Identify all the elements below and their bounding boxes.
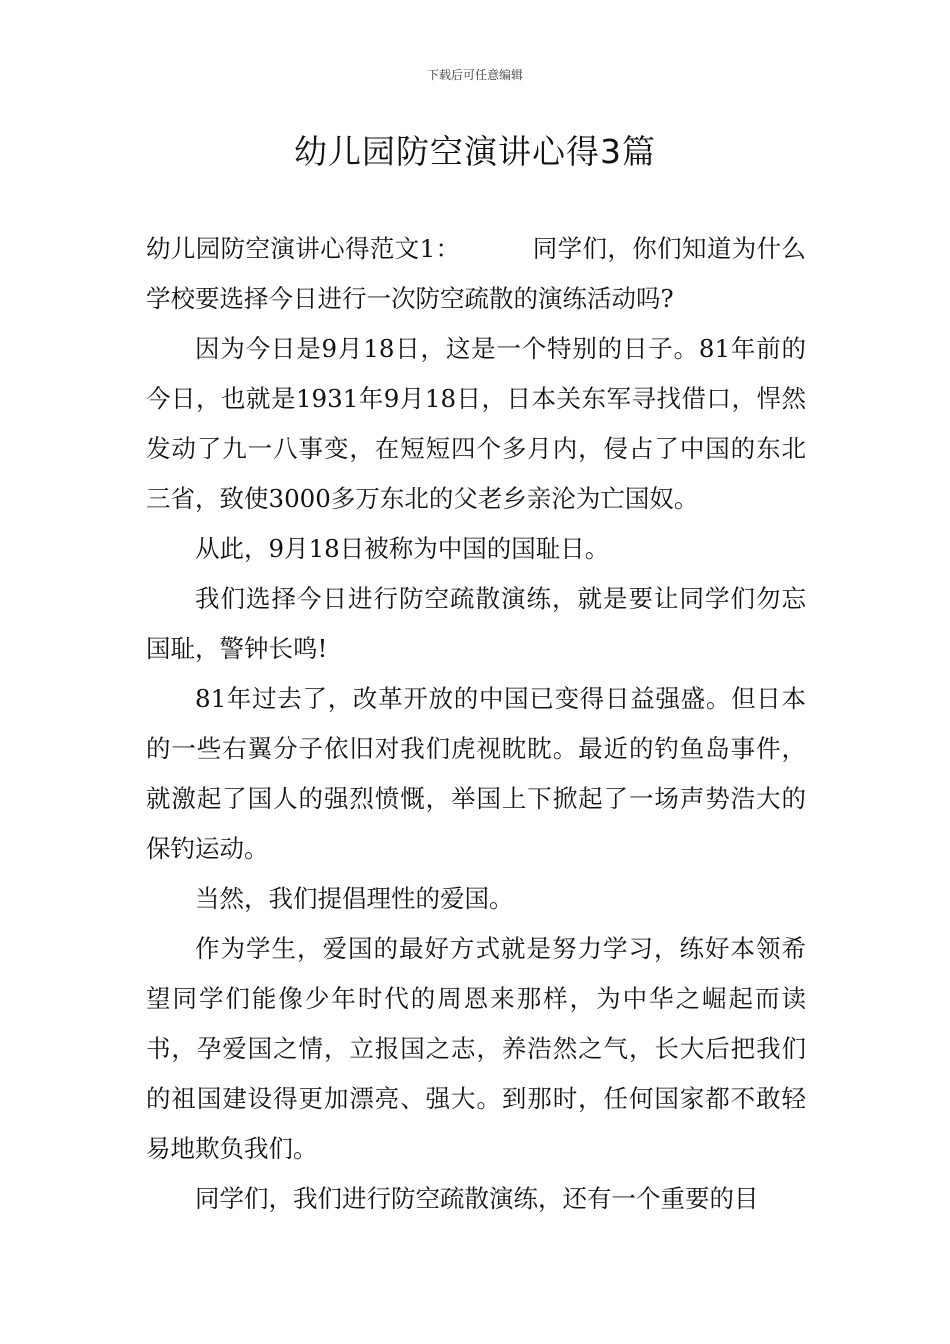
paragraph-1: 因为今日是9月18日，这是一个特别的日子。81年前的今日，也就是1931年9月18日，日本关东军寻找借口，悍然发动了九一八事变，在短短四个多月内，侵占了中国的东北三省，致使3000多万东北的父老乡亲沦为亡国奴。 [146,334,806,513]
intro-text: 同学们，你们知道为什么学校要选择今日进行一次防空疏散的演练活动吗? [146,234,807,313]
intro-paragraph [146,224,806,324]
intro-label: 幼儿园防空演讲心得范文1： [146,234,461,263]
paragraph-3: 我们选择今日进行防空疏散演练，就是要让同学们勿忘国耻，警钟长鸣! [146,584,806,663]
paragraph-4: 81年过去了，改革开放的中国已变得日益强盛。但日本的一些右翼分子依旧对我们虎视眈眈。最近的钓鱼岛事件，就激起了国人的强烈愤慨，举国上下掀起了一场声势浩大的保钓运动。 [146,684,806,863]
paragraph-7: 同学们，我们进行防空疏散演练，还有一个重要的目 [195,1184,759,1213]
paragraph-6: 作为学生，爱国的最好方式就是努力学习，练好本领希望同学们能像少年时代的周恩来那样，为中华之崛起而读书，孕爱国之情，立报国之志，养浩然之气，长大后把我们的祖国建设得更加漂亮、强大。到那时，任何国家都不敢轻易地欺负我们。 [146,934,806,1163]
paragraph-2: 从此，9月18日被称为中国的国耻日。 [195,534,610,563]
paragraph-5: 当然，我们提倡理性的爱国。 [195,884,514,913]
document-title: 幼儿园防空演讲心得3篇 [294,132,656,171]
document-body [146,224,806,1224]
header-note: 下载后可任意编辑 [426,68,523,82]
